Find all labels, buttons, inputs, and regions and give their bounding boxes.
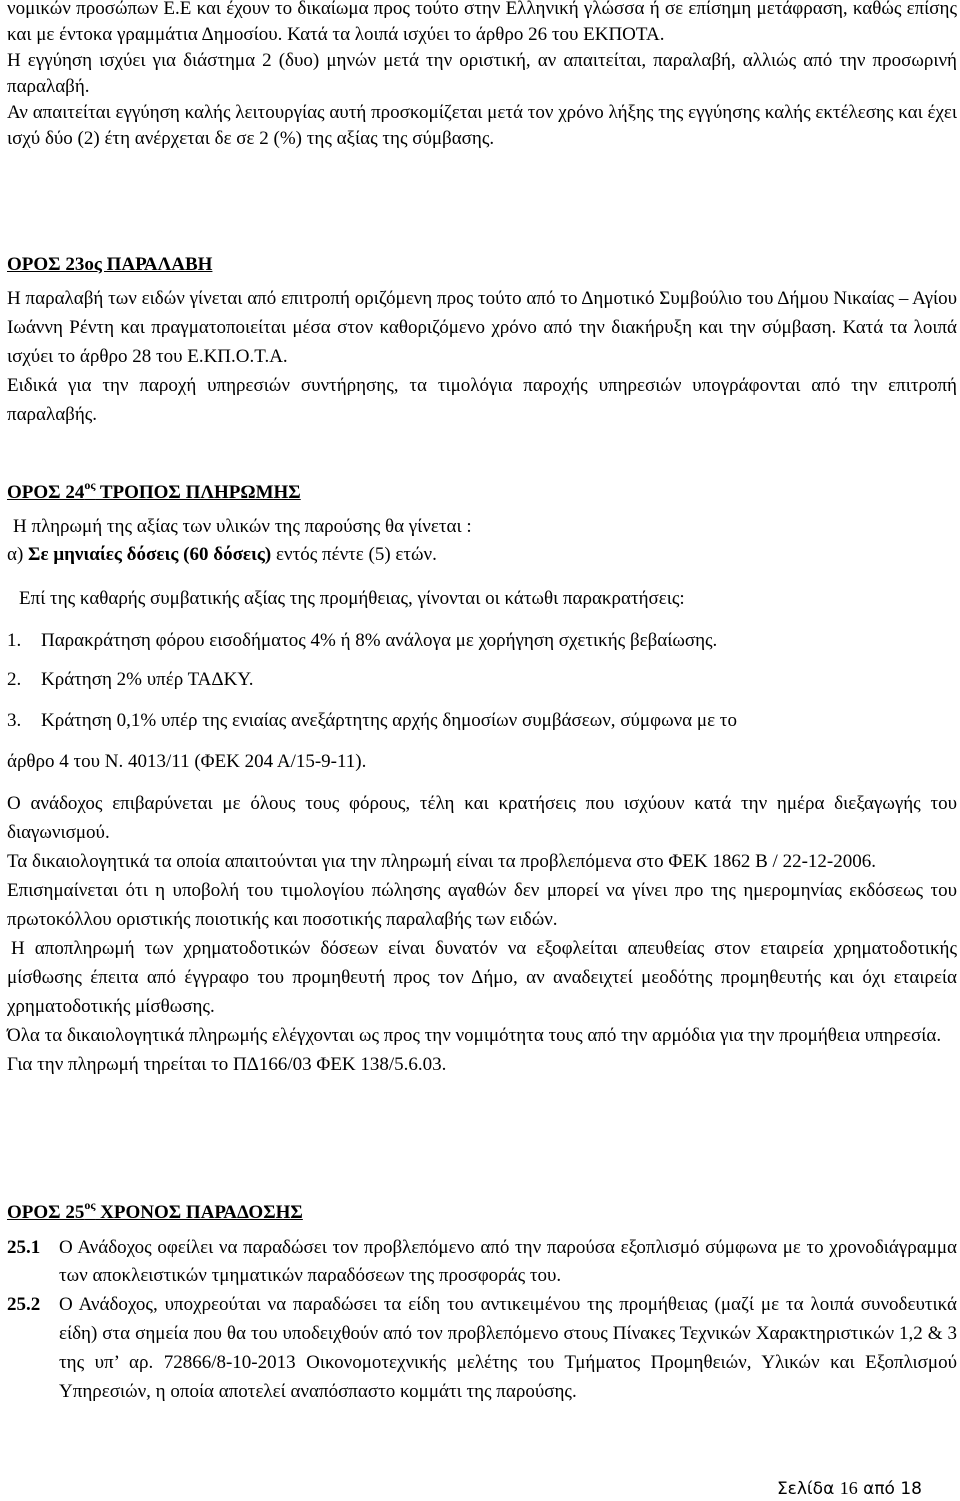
list-continuation: άρθρο 4 του Ν. 4013/11 (ΦΕΚ 204 Α/15-9-11). (7, 751, 367, 772)
footer-total-pages: 18 (900, 1479, 922, 1499)
paragraph: Η αποπληρωμή των χρηματοδοτικών δόσεων είναι δυνατόν να εξοφλείται απευθείας στον εταιρεία χρηματοδοτικής μίσθωσης έπειτα από έγγραφο του προμηθευτή προς τον Δήμο, αν αναδειχτεί μεοδότης προμηθευτής και όχι εταιρεία χρηματοδοτικής μίσθωσης. (7, 938, 957, 1017)
section-heading: ΟΡΟΣ 23ος ΠΑΡΑΛΑΒΗ (7, 254, 213, 275)
heading-text: ΧΡΟΝΟΣ ΠΑΡΑΔΟΣΗΣ (95, 1202, 303, 1223)
list-text: Κράτηση 2% υπέρ ΤΑΔΚΥ. (41, 669, 254, 690)
payment-option-a (7, 542, 957, 568)
list-item (7, 1290, 957, 1406)
footer-prefix: Σελίδα (776, 1479, 840, 1499)
list-text: Κράτηση 0,1% υπέρ της ενιαίας ανεξάρτητης αρχής δημοσίων συμβάσεων, σύμφωνα με το (41, 710, 737, 731)
list-item (7, 1234, 957, 1290)
page-footer (777, 1478, 922, 1499)
section-heading (7, 477, 957, 506)
list-text: Παρακράτηση φόρου εισοδήματος 4% ή 8% ανάλογα με χορήγηση σχετικής βεβαίωσης. (41, 630, 718, 651)
list-number: 25.1 (7, 1237, 41, 1258)
list-number: 25.2 (7, 1294, 41, 1315)
paragraph: Για την πληρωμή τηρείται το ΠΔ166/03 ΦΕΚ 138/5.6.03. (7, 1054, 447, 1075)
heading-text: ΟΡΟΣ 24 (7, 482, 85, 503)
list-item (7, 667, 957, 693)
heading-superscript: ος (84, 477, 96, 492)
footer-mid: από (857, 1479, 901, 1499)
paragraph: Όλα τα δικαιολογητικά πληρωμής ελέγχονται ως προς την νομιμότητα τους από την αρμόδια για την προμήθεια υπηρεσία. (7, 1025, 942, 1046)
paragraph: Η εγγύηση ισχύει για διάστημα 2 (δυο) μηνών μετά την οριστική, αν απαιτείται, παραλαβή, αλλιώς από την προσωρινή παραλαβή. (7, 50, 957, 97)
list-item (7, 708, 957, 734)
section-24 (7, 477, 957, 1079)
heading-text: ΟΡΟΣ 25 (7, 1202, 85, 1223)
payment-intro: Η πληρωμή της αξίας των υλικών της παρούσης θα γίνεται : (13, 516, 472, 537)
top-paragraphs (7, 0, 957, 152)
list-number: 3. (7, 710, 22, 731)
paragraph: Ο ανάδοχος επιβαρύνεται με όλους τους φόρους, τέλη και κρατήσεις που ισχύουν κατά την ημέρα διεξαγωγής του διαγωνισμού. (7, 793, 957, 843)
heading-superscript: ος (84, 1197, 96, 1212)
list-text: Ο Ανάδοχος, υποχρεούται να παραδώσει τα είδη του αντικειμένου της προμήθειας (μαζί με τα λοιπά συνοδευτικά είδη) στα σημεία που θα του υποδειχθούν από τον προβλεπόμενο στους Πίνακες Τεχνικών Χαρακτηριστικών 1,2 & 3 της υπ’ αρ. 72866/8-10-2013 Οικονομοτεχνικής μελέτης του Τμήματος Προμηθειών, Υλικών και Εξοπλισμού Υπηρεσιών, η οποία αποτελεί αναπόσπαστο κομμάτι της παρούσης. (59, 1294, 957, 1402)
paragraph: Ειδικά για την παροχή υπηρεσιών συντήρησης, τα τιμολόγια παροχής υπηρεσιών υπογράφονται από την επιτροπή παραλαβής. (7, 375, 957, 425)
option-text: εντός πέντε (5) ετών. (271, 544, 437, 565)
payment-paragraphs (7, 789, 957, 1079)
list-text: Ο Ανάδοχος οφείλει να παραδώσει τον προβλεπόμενο από την παρούσα εξοπλισμό σύμφωνα με το χρονοδιάγραμμα των αποκλειστικών τμηματικών παραδόσεων της προσφοράς του. (59, 1237, 957, 1286)
heading-text: ΤΡΟΠΟΣ ΠΛΗΡΩΜΗΣ (95, 482, 301, 503)
paragraph: νομικών προσώπων Ε.Ε και έχουν το δικαίωμα προς τούτο στην Ελληνική γλώσσα ή σε επίσημη μετάφραση, καθώς επίσης και με έντοκα γραμμάτια Δημοσίου. Κατά τα λοιπά ισχύει το άρθρο 26 του ΕΚΠΟΤΑ. (7, 0, 957, 45)
paragraph: Τα δικαιολογητικά τα οποία απαιτούνται για την πληρωμή είναι τα προβλεπόμενα στο ΦΕΚ 1862 Β / 22-12-2006. (7, 851, 876, 872)
section-25 (7, 1197, 957, 1406)
withholding-intro: Επί της καθαρής συμβατικής αξίας της προμήθειας, γίνονται οι κάτωθι παρακρατήσεις: (19, 588, 685, 609)
list-number: 2. (7, 669, 22, 690)
option-bold-text: Σε μηνιαίες δόσεις (60 δόσεις) (28, 544, 272, 565)
list-number: 1. (7, 630, 22, 651)
section-23 (7, 252, 957, 429)
list-item (7, 628, 957, 654)
withholding-list (7, 628, 957, 775)
paragraph: Αν απαιτείται εγγύηση καλής λειτουργίας αυτή προσκομίζεται μετά τον χρόνο λήξης της εγγύησης καλής εκτέλεσης και έχει ισχύ δύο (2) έτη ανέρχεται δε σε 2 (%) της αξίας της σύμβασης. (7, 102, 957, 149)
footer-page-number: 16 (839, 1478, 858, 1498)
paragraph: Η παραλαβή των ειδών γίνεται από επιτροπή οριζόμενη προς τούτο από το Δημοτικό Συμβούλιο του Δήμου Νικαίας – Αγίου Ιωάννη Ρέντη και πραγματοποιείται μέσα στον καθοριζόμενο χρόνο από την διακήρυξη και την σύμβαση. Κατά τα λοιπά ισχύει το άρθρο 28 του Ε.ΚΠ.Ο.Τ.Α. (7, 288, 957, 367)
paragraph: Επισημαίνεται ότι η υποβολή του τιμολογίου πώλησης αγαθών δεν μπορεί να γίνει προ της ημερομηνίας εκδόσεως του πρωτοκόλλου οριστικής ποιοτικής και ποσοτικής παραλαβής των ειδών. (7, 880, 957, 930)
option-prefix: α) (7, 544, 29, 565)
section-heading (7, 1197, 957, 1226)
